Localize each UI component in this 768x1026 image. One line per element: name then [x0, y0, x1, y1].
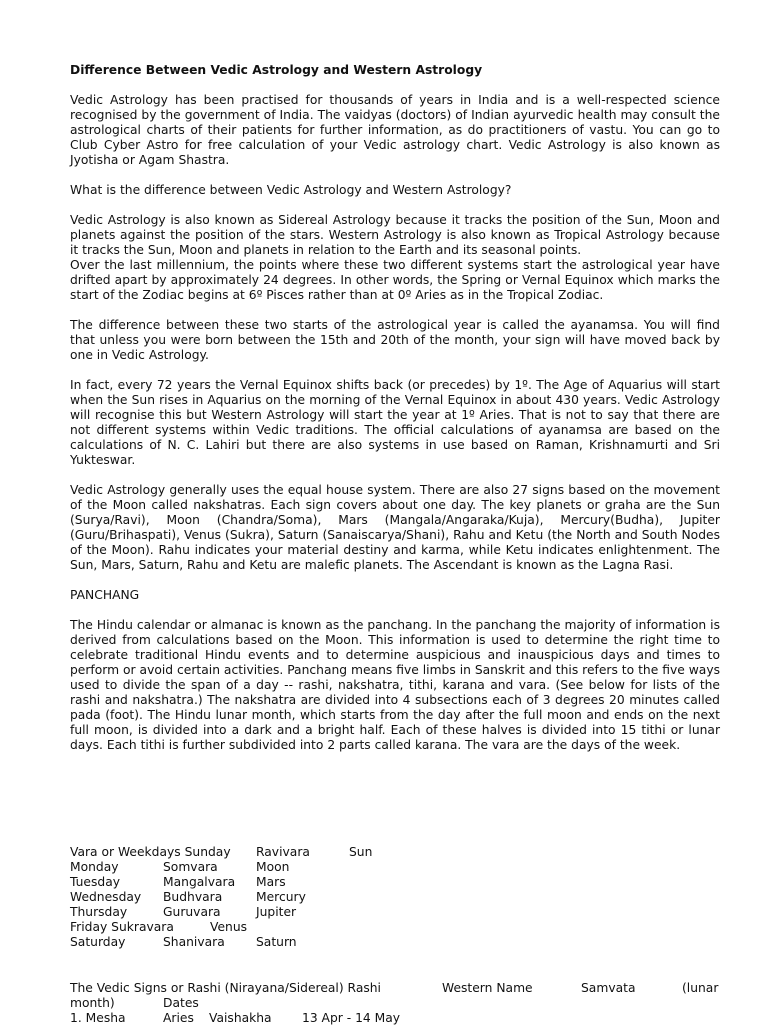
rashi-cell: Western Name: [442, 981, 533, 995]
paragraph-millennium: Over the last millennium, the points where these two different systems start the astrological year have drifted apart by approximately 24 degrees. In other words, the Spring or Vernal Equinox which marks the start of the Zodiac begins at 6º Pisces rather than at 0º Aries as in the Tropical Zodiac.: [70, 258, 720, 302]
vara-row: [70, 905, 720, 920]
paragraph-intro: Vedic Astrology has been practised for thousands of years in India and is a well-respected science recognised by the government of India. The vaidyas (doctors) of Indian ayurvedic health may consult the astrological charts of their patients for further information, as do practitioners of vastu. You can go to Club Cyber Astro for free calculation of your Vedic astrology chart. Vedic Astrology is also known as Jyotisha or Agam Shastra.: [70, 93, 720, 167]
paragraph-house-system: Vedic Astrology generally uses the equal house system. There are also 27 signs based on the movement of the Moon called nakshatras. Each sign covers about one day. The key planets or graha are the Sun (Surya/Ravi), Moon (Chandra/Soma), Mars (Mangala/Angaraka/Kuja), Mercury(Budha), Jupiter (Guru/Brihaspati), Venus (Sukra), Saturn (Sanaiscarya/Shani), Rahu and Ketu (the North and South Nodes of the Moon). Rahu indicates your material destiny and karma, while Ketu indicates enlightenment. The Sun, Mars, Saturn, Rahu and Ketu are malefic planets. The Ascendant is known as the Lagna Rasi.: [70, 483, 720, 572]
vara-cell: Friday Sukravara: [70, 920, 174, 934]
paragraph-panchang: The Hindu calendar or almanac is known as the panchang. In the panchang the majority of information is derived from calculations based on the Moon. This information is used to determine the right time to celebrate traditional Hindu events and to determine auspicious and inauspicious days and times to perform or avoid certain activities. Panchang means five limbs in Sanskrit and this refers to the five ways used to divide the span of a day -- rashi, nakshatra, tithi, karana and vara. (See below for lists of the rashi and nakshatra.) The nakshatra are divided into 4 subsections each of 3 degrees 20 minutes called pada (foot). The Hindu lunar month, which starts from the day after the full moon and ends on the next full moon, is divided into a dark and a bright half. Each of these halves is divided into 15 tithi or lunar days. Each tithi is further subdivided into 2 parts called karana. The vara are the days of the week.: [70, 618, 720, 752]
rashi-cell: 1. Mesha: [70, 1011, 126, 1025]
vara-cell: Shanivara: [163, 935, 225, 949]
vara-cell: Saturday: [70, 935, 126, 949]
vara-cell: Ravivara: [256, 845, 310, 859]
vara-cell: Monday: [70, 860, 119, 874]
vara-cell: Venus: [210, 920, 248, 934]
paragraph-sidereal: Vedic Astrology is also known as Sidereal Astrology because it tracks the position of the Sun, Moon and planets against the position of the stars. Western Astrology is also known as Tropical Astrology because it tracks the Sun, Moon and planets in relation to the Earth and its seasonal points.: [70, 213, 720, 257]
vara-cell: Jupiter: [256, 905, 297, 919]
vara-row: [70, 920, 720, 935]
rashi-cell: (lunar: [682, 981, 719, 995]
rashi-header-row: [70, 996, 720, 1011]
rashi-cell: month): [70, 996, 115, 1010]
section-heading-panchang: PANCHANG: [70, 588, 140, 602]
vara-cell: Guruvara: [163, 905, 221, 919]
document-title: Difference Between Vedic Astrology and Western Astrology: [70, 63, 483, 77]
vara-row: [70, 890, 720, 905]
vara-cell: Mercury: [256, 890, 306, 904]
vara-table: [70, 845, 720, 950]
rashi-header-row: [70, 981, 720, 996]
vara-cell: Saturn: [256, 935, 297, 949]
vara-cell: Somvara: [163, 860, 218, 874]
paragraph-ayanamsa: The difference between these two starts of the astrological year is called the ayanamsa. You will find that unless you were born between the 15th and 20th of the month, your sign will have moved back by one in Vedic Astrology.: [70, 318, 720, 362]
rashi-cell: 13 Apr - 14 May: [302, 1011, 401, 1025]
vara-cell: Wednesday: [70, 890, 142, 904]
vara-cell: Mars: [256, 875, 286, 889]
document-body: [70, 63, 720, 753]
vara-cell: Moon: [256, 860, 290, 874]
rashi-cell: Aries: [163, 1011, 194, 1025]
rashi-cell: Dates: [163, 996, 199, 1010]
rashi-cell: The Vedic Signs or Rashi (Nirayana/Sidereal) Rashi: [70, 981, 381, 995]
rashi-cell: Samvata: [581, 981, 636, 995]
vara-cell: Vara or Weekdays Sunday: [70, 845, 231, 859]
vara-cell: Budhvara: [163, 890, 223, 904]
vara-cell: Thursday: [70, 905, 128, 919]
vara-cell: Mangalvara: [163, 875, 236, 889]
vara-header-row: [70, 845, 720, 860]
rashi-cell: Vaishakha: [209, 1011, 272, 1025]
vara-row: [70, 860, 720, 875]
vara-row: [70, 935, 720, 950]
vara-row: [70, 875, 720, 890]
paragraph-vernal-equinox: In fact, every 72 years the Vernal Equinox shifts back (or precedes) by 1º. The Age of Aquarius will start when the Sun rises in Aquarius on the morning of the Vernal Equinox in about 430 years. Vedic Astrology will recognise this but Western Astrology will start the year at 1º Aries. That is not to say that there are not different systems within Vedic traditions. The official calculations of ayanamsa are based on the calculations of N. C. Lahiri but there are also systems in use based on Raman, Krishnamurti and Sri Yukteswar.: [70, 378, 720, 467]
rashi-table: [70, 981, 720, 1026]
vara-cell: Sun: [349, 845, 373, 859]
paragraph-question: What is the difference between Vedic Astrology and Western Astrology?: [70, 183, 512, 197]
vara-cell: Tuesday: [70, 875, 121, 889]
